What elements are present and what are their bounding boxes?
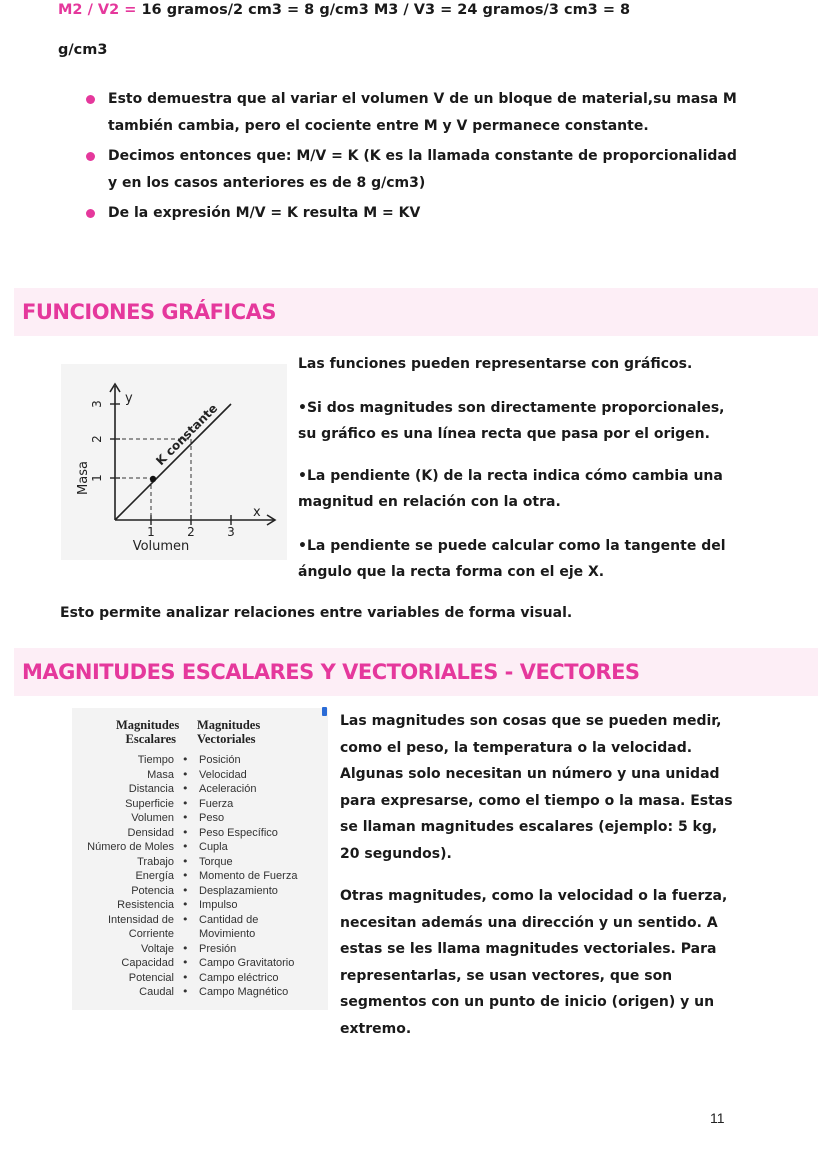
vector-item: Peso — [199, 812, 225, 824]
formula-line-2: g/cm3 — [58, 42, 108, 58]
table-bullet: • — [182, 825, 189, 839]
vectors-column — [199, 753, 297, 1000]
bullet-text: Esto demuestra que al variar el volumen V de un bloque de material,su masa M también cambia, pero el cociente entre M y V permanece constante. — [108, 91, 737, 134]
table-bullet: • — [182, 840, 189, 853]
closing-sentence: Esto permite analizar relaciones entre variables de forma visual. — [60, 605, 573, 621]
table-bullet: • — [182, 811, 189, 824]
vector-item: Impulso — [199, 899, 238, 911]
vector-item: Campo Gravitatorio — [199, 957, 295, 969]
bullet-dot-icon — [86, 152, 95, 161]
graph-paragraph-3: •La pendiente (K) de la recta indica cómo cambia una magnitud en relación con la otra. — [298, 468, 723, 510]
table-bullet: • — [182, 956, 189, 969]
vectors-paragraph-1: Las magnitudes son cosas que se pueden medir, como el peso, la temperatura o la velocidad. Algunas solo necesitan un número y una unidad para expresarse, como el tiempo o la masa. Estas se llaman magnitudes escalares (ejemplo: 5 kg, 20 segundos). — [340, 713, 733, 862]
vector-item: Momento de Fuerza — [199, 870, 298, 882]
data-point — [150, 476, 156, 482]
table-bullet — [182, 927, 189, 942]
list-item — [80, 200, 740, 227]
table-bullet: • — [182, 941, 189, 955]
graph-paragraph-2: •Si dos magnitudes son directamente proporcionales, su gráfico es una línea recta que pasa por el origen. — [298, 400, 725, 442]
scalar-item: Energía — [135, 870, 174, 882]
table-bullet: • — [182, 767, 189, 781]
x-axis-label: Volumen — [132, 539, 190, 554]
vector-item: Fuerza — [199, 797, 234, 810]
vector-item: Posición — [199, 754, 241, 766]
vector-item: Movimiento — [199, 928, 256, 940]
vector-item: Cupla — [199, 841, 228, 853]
list-item — [80, 86, 740, 140]
scalar-item: Masa — [147, 768, 174, 781]
vector-item: Presión — [199, 942, 237, 955]
vector-item: Aceleración — [199, 783, 257, 795]
section-title-funciones: FUNCIONES GRÁFICAS — [22, 300, 277, 324]
scalar-item: Intensidad de — [107, 913, 174, 926]
scalar-item: Voltaje — [140, 942, 174, 955]
magnitudes-table — [72, 708, 328, 1010]
scalar-item: Capacidad — [121, 957, 174, 969]
graph-paragraph-1: Las funciones pueden representarse con gráficos. — [298, 356, 693, 372]
scalar-item: Superficie — [125, 797, 174, 810]
vector-item: Campo Magnético — [199, 986, 289, 998]
bullet-dot-icon — [86, 209, 95, 218]
bullet-column — [182, 753, 189, 1000]
scalars-column — [74, 753, 174, 1000]
vector-item: Desplazamiento — [199, 884, 278, 897]
x-var-label: x — [253, 505, 261, 520]
scalar-item: Número de Moles — [87, 841, 174, 853]
scalar-item: Tiempo — [137, 754, 174, 766]
table-bullet: • — [182, 782, 189, 795]
scalar-item: Potencial — [128, 971, 174, 984]
bullet-text: Decimos entonces que: M/V = K (K es la llamada constante de proporcionalidad y en los casos anteriores es de 8 g/cm3) — [108, 148, 737, 191]
table-bullet: • — [182, 796, 189, 810]
vector-item: Peso Específico — [199, 826, 278, 839]
bullet-dot-icon — [86, 95, 95, 104]
scalar-item: Caudal — [139, 986, 174, 998]
section-title-magnitudes: MAGNITUDES ESCALARES Y VECTORIALES - VECTORES — [22, 660, 640, 684]
vector-item: Campo eléctrico — [199, 971, 279, 984]
proportionality-graph — [61, 364, 287, 560]
line-label: K constante — [153, 401, 221, 469]
graph-paragraph-4: •La pendiente se puede calcular como la tangente del ángulo que la recta forma con el eje X. — [298, 538, 726, 580]
table-bullet: • — [182, 970, 189, 984]
scalar-item: Potencia — [131, 884, 174, 897]
vectors-paragraph-2: Otras magnitudes, como la velocidad o la fuerza, necesitan además una dirección y un sentido. A estas se les llama magnitudes vectoriales. Para representarlas, se usan vectores, que son segmentos con un punto de inicio (origen) y un extremo. — [340, 888, 728, 1037]
table-bullet: • — [182, 985, 189, 998]
vector-item: Velocidad — [199, 768, 247, 781]
table-bullet: • — [182, 898, 189, 911]
scalar-item: Trabajo — [137, 855, 174, 868]
table-bullet: • — [182, 883, 189, 897]
x-tick-2: 2 — [187, 525, 195, 539]
scalar-item: Resistencia — [117, 899, 174, 911]
y-var-label: y — [125, 391, 133, 406]
head-vectors: Magnitudes Vectoriales — [197, 718, 261, 746]
y-tick-2: 2 — [90, 435, 104, 443]
formula-line-1 — [58, 2, 630, 18]
formula-ratio-label: M2 / V2 = — [58, 2, 137, 18]
list-item — [80, 143, 740, 197]
table-bullet: • — [182, 869, 189, 882]
table-bullet: • — [182, 912, 189, 926]
formula-ratio-values: 16 gramos/2 cm3 = 8 g/cm3 M3 / V3 = 24 gramos/3 cm3 = 8 — [136, 2, 631, 18]
selection-marker-icon — [322, 707, 327, 716]
x-tick-3: 3 — [227, 525, 235, 539]
page-number: 11 — [710, 1110, 725, 1126]
y-tick-1: 1 — [90, 474, 104, 482]
head-scalars: Magnitudes Escalares — [116, 718, 180, 746]
graph-svg — [61, 364, 287, 560]
bullet-text: De la expresión M/V = K resulta M = KV — [108, 205, 421, 221]
scalar-item: Volumen — [131, 812, 174, 824]
proportional-line — [115, 404, 231, 520]
scalar-item: Corriente — [128, 928, 174, 940]
table-bullet: • — [182, 854, 189, 868]
y-tick-3: 3 — [90, 400, 104, 408]
x-tick-1: 1 — [147, 525, 155, 539]
scalar-item: Densidad — [127, 826, 174, 839]
vector-item: Cantidad de — [199, 913, 259, 926]
table-bullet: • — [182, 753, 189, 766]
vector-item: Torque — [199, 855, 233, 868]
y-axis-label: Masa — [76, 461, 91, 495]
scalar-item: Distancia — [128, 783, 174, 795]
bullet-list — [80, 86, 740, 230]
